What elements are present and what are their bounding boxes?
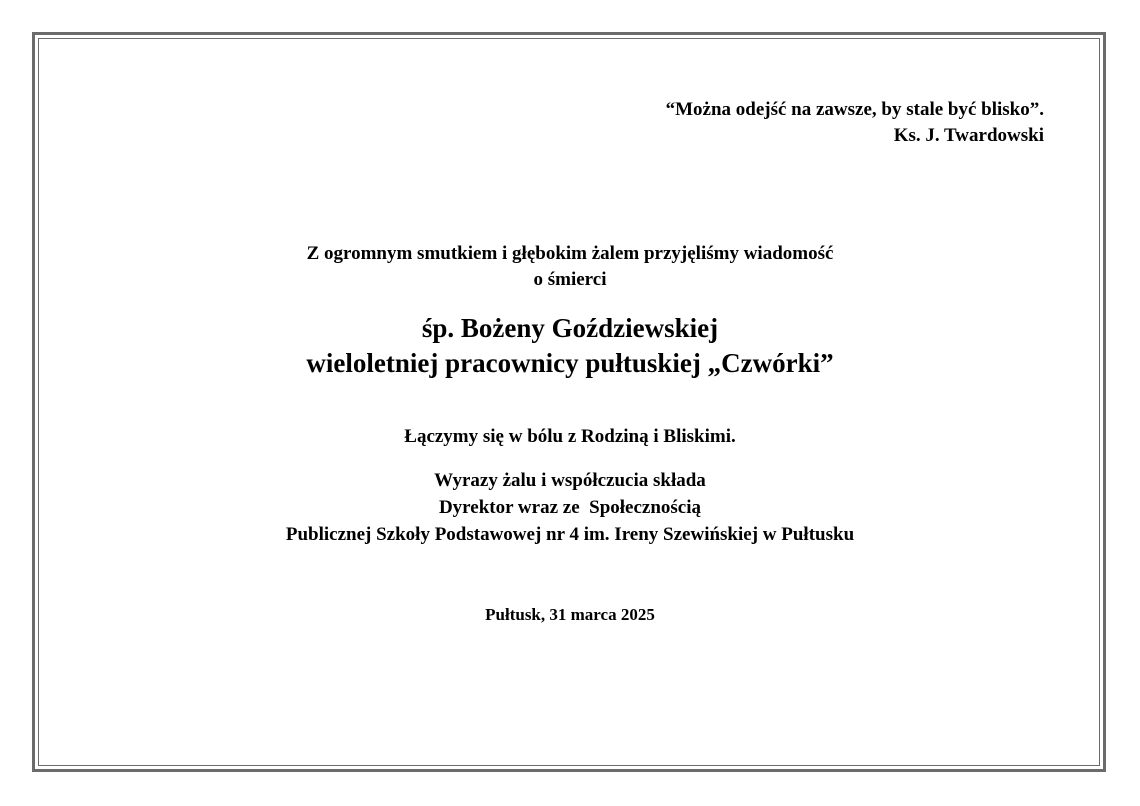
signature-block: [0, 467, 1140, 548]
intro-paragraph: [0, 241, 1140, 293]
deceased-role: wieloletniej pracownicy pułtuskiej „Czwórki”: [306, 348, 834, 378]
intro-line-2: o śmierci: [533, 269, 607, 290]
signature-line-3: Publicznej Szkoły Podstawowej nr 4 im. Ireny Szewińskiej w Pułtusku: [285, 524, 855, 545]
deceased-name: śp. Bożeny Goździewskiej: [421, 313, 719, 343]
quote-text: “Można odejść na zawsze, by stale być blisko”.: [665, 99, 1044, 120]
condolence-text: Łączymy się w bólu z Rodziną i Bliskimi.: [404, 426, 736, 447]
place-date-text: Pułtusk, 31 marca 2025: [485, 605, 655, 624]
place-date: [0, 603, 1140, 627]
intro-line-1: Z ogromnym smutkiem i głębokim żalem przyjęliśmy wiadomość: [306, 243, 834, 264]
quote-author: Ks. J. Twardowski: [893, 125, 1044, 146]
signature-line-1: Wyrazy żalu i współczucia składa: [434, 470, 706, 491]
condolence-line: [0, 424, 1140, 450]
signature-line-2: Dyrektor wraz ze Społecznością: [438, 497, 702, 518]
deceased-heading: [0, 311, 1140, 381]
epigraph-quote: [666, 97, 1044, 149]
